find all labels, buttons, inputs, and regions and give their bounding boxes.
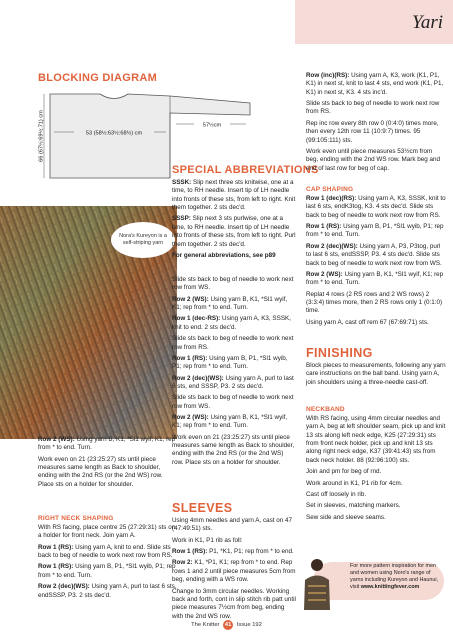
para-text: Using yarn A, K3, SSSK, knit to last 6 sts, endK3tog, K3. 4 sts dec'd. Slide sts back to beg of needle to work next row from RS.: [306, 195, 446, 219]
para-text: Slip next 3 sts purlwise, one at a time, to RH needle. Insert tip of LH needle into fronts of these sts, from left to right. Purl them together. 2 sts dec'd.: [172, 215, 296, 248]
neckband-heading: NECKBAND: [306, 406, 345, 413]
para-text: Rep inc row every 8th row 0 (0:4:0) times more, then every 12th row 11 (10:9:7) times. 95 (99:105:111) sts.: [306, 119, 439, 144]
para-label: Row 1 (RS):: [38, 543, 74, 551]
col2-para: [172, 434, 296, 467]
col2-para: [172, 375, 296, 392]
para-label: Row 2 (WS):: [172, 295, 209, 303]
col3-para: [306, 72, 446, 97]
para-label: Row 2 (WS):: [306, 270, 343, 278]
cap-para: [306, 319, 446, 327]
sleeves-para: [172, 559, 296, 584]
sleeves-heading: SLEEVES: [172, 501, 233, 515]
cap-para: [306, 195, 446, 220]
special-abbreviations-text: [172, 179, 296, 263]
para-text: Work even on 21 (23:25:27) sts until piece measures same length as Back to shoulder, ending with the 2nd RS (or the 2nd WS) row. Place sts on a holder for shoulder.: [38, 455, 163, 488]
para-label: Row 2 (dec)(WS):: [38, 583, 90, 591]
col2-para: [172, 296, 296, 313]
para-text: Slide sts back to beg of needle to work next row from RS.: [306, 100, 440, 116]
neckband-para: [306, 491, 446, 499]
page-title: Yari: [412, 12, 443, 33]
para-text: Using 4mm needles and yarn A, cast on 47 (47:49:51) sts.: [172, 517, 293, 533]
footer-magazine: The Knitter: [191, 622, 220, 628]
cap-shaping-text: [306, 195, 446, 330]
para-text: Using yarn B, P1, *Sl1 wyib, P1; rep from * to end. Turn.: [38, 563, 176, 579]
para-label: Row 1 (dec)(RS):: [306, 195, 357, 202]
para-label: For general abbreviations, see p89: [172, 251, 276, 259]
para-text: P1, *K1, P1; rep from * to end.: [207, 548, 294, 556]
sleeves-para: [172, 517, 296, 534]
right-neck-para: [38, 583, 177, 600]
para-label: Row 1 (RS):: [172, 354, 208, 362]
para-text: Slide sts back to beg of needle to work next row from WS.: [172, 276, 294, 292]
neckband-para: [306, 502, 446, 510]
para-text: Using yarn A, knit to end. Slide sts back to beg of needle to work next row from RS.: [38, 543, 173, 560]
para-label: Row 2 (WS):: [172, 414, 209, 422]
para-text: Using yarn B, P1, *Sl1 wyib, P1; rep from * to end. Turn.: [172, 354, 288, 371]
right-neck-para: [38, 563, 177, 580]
finishing-para: [306, 362, 446, 387]
model-figure-icon: [300, 556, 334, 610]
para-label: Row 1 (RS):: [306, 223, 342, 231]
neckband-para: [306, 480, 446, 488]
para-text: Change to 3mm circular needles. Working back and forth, cont in slip stitch rib patt until piece measures 7½cm from beg, ending with the 2nd WS row.: [172, 587, 296, 620]
finishing-heading: FINISHING: [306, 346, 373, 360]
cap-para: [306, 291, 446, 316]
col1-text: [38, 436, 177, 492]
para-text: Using yarn A, P3, P3tog, purl to last 6 sts, endSSSP, P3. 4 sts dec'd. Slide sts back to beg of needle to work next row from WS.: [306, 242, 442, 267]
promo-text: [350, 563, 444, 591]
sleeves-text: [172, 517, 296, 624]
para-text: With RS facing, place centre 25 (27:29:31) sts on a holder for front neck. Join yarn A.: [38, 524, 176, 540]
sleeves-para: [172, 537, 296, 545]
cap-para: [306, 243, 446, 268]
page-footer: [0, 620, 453, 630]
para-text: Cast off loosely in rib.: [306, 490, 367, 498]
para-text: K1, *P1, K1; rep from * to end. Rep rows 1 and 2 until piece measures 5cm from beg, ending with a WS row.: [172, 559, 296, 584]
cap-para: [306, 223, 446, 240]
para-text: Set in sleeves, matching markers.: [306, 502, 401, 510]
length-label: 66 (67½:69½:71) cm: [38, 110, 45, 162]
para-text: Using yarn A, cast off rem 67 (67:69:71) sts.: [306, 318, 429, 326]
para-label: SSSK:: [172, 179, 192, 186]
photo-caption: Nora's Kureyon is a self-striping yarn: [111, 222, 175, 258]
para-text: Using yarn B, K1, *Sl1 wyif, K1; rep from * to end. Turn.: [172, 295, 288, 312]
para-text: Slip next three sts knitwise, one at a time, to RH needle. Insert tip of LH needle into fronts of these sts, from left to right. Knit them together. 2 sts dec'd.: [172, 179, 296, 212]
abbrev-para: [172, 215, 296, 248]
finishing-text: [306, 362, 446, 390]
para-label: Row 1 (RS):: [172, 548, 208, 556]
para-text: Block pieces to measurements, following any yarn care instructions on the ball band. Using yarn A, join shoulders using a three-needle cast-off.: [306, 362, 446, 386]
para-text: Work in K1, P1 rib as foll:: [172, 536, 243, 544]
col2-para: [172, 315, 296, 332]
promo-copy: For more pattern inspiration for men and women using Noro's range of yarns including Kureyon and Haunui, visit: [350, 563, 439, 591]
para-label: Row 1 (RS):: [38, 563, 74, 571]
para-text: Replat 4 rows (2 RS rows and 2 WS rows) 2 (3:3:4) times more, then 2 RS rows only 1 (0:1:0) time.: [306, 290, 443, 315]
right-neck-para: [38, 544, 177, 561]
col3-para: [306, 100, 446, 117]
col2-text: [172, 276, 296, 470]
blocking-diagram-heading: BLOCKING DIAGRAM: [38, 72, 158, 84]
para-text: Using yarn A, purl to last 6 sts, endSSSP, P3. 2 sts dec'd.: [38, 583, 177, 599]
para-text: Work even on 21 (23:25:27) sts until piece measures same length as Back to shoulder, ending with the 2nd RS (or the 2nd WS) row. Place sts on a holder for shoulder.: [172, 433, 295, 466]
para-text: Slide sts back to beg of needle to work next row from RS.: [172, 335, 294, 351]
para-text: Work around in K1, P1 rib for 4cm.: [306, 479, 403, 487]
para-text: Sew side and sleeve seams.: [306, 513, 386, 521]
para-label: SSSP:: [172, 215, 191, 223]
sleeves-para: [172, 548, 296, 556]
para-text: Using yarn A, purl to last 6 sts, end SSSP, P3. 2 sts dec'd.: [172, 374, 294, 390]
para-text: Slide sts back to beg of needle to work next row from WS.: [172, 394, 294, 410]
para-text: Using yarn A, K3, work (K1, P1, K1) in next st, knit to last 4 sts, end work (K1, P1, K1) in next st, K3. 4 sts inc'd.: [306, 72, 444, 96]
col2-para: [172, 414, 296, 431]
para-text: Using yarn B, P1, *Sl1 wyib, P1; rep from * to end. Turn.: [306, 223, 444, 239]
neckband-text: [306, 415, 446, 525]
para-text: Using yarn B, K1, *Sl1 wyif, K1; rep from * to end. Turn.: [172, 414, 288, 430]
para-text: Using yarn B, K1, *Sl1 wyif, K1; rep from * to end. Turn.: [306, 270, 444, 287]
para-label: Row 2 (dec)(WS):: [172, 374, 224, 382]
para-label: Row 2 (WS):: [38, 436, 75, 443]
para-label: Row (inc)(RS):: [306, 72, 350, 79]
sleeve-label: 57½cm: [202, 122, 222, 129]
col2-para: [172, 355, 296, 372]
col1-para: [38, 456, 177, 489]
page-number: 41: [224, 622, 232, 628]
para-text: Using yarn B, K1, *Sl1 wyif, K1; rep from * to end. Turn.: [38, 436, 176, 452]
col2-para: [172, 335, 296, 352]
col1-para: [38, 436, 177, 453]
para-label: Row 1 (dec-RS):: [172, 315, 221, 323]
para-label: Row 2 (dec)(WS):: [306, 242, 358, 250]
promo-link[interactable]: www.knittingfever.com: [360, 584, 420, 591]
cap-shaping-heading: CAP SHAPING: [306, 186, 354, 193]
abbrev-para: [172, 179, 296, 212]
special-abbreviations-heading: SPECIAL ABBREVIATIONS: [172, 164, 319, 176]
cap-para: [306, 271, 446, 288]
para-text: With RS facing, using 4mm circular needles and yarn A, beg at left shoulder seam, pick up and knit 13 sts along left neck edge, K25 (27:29:31) sts from front neck holder, pick up and knit 13 sts along right neck edge, K37 (39:41:43) sts from back neck holder. 88 (92:96:100) sts.: [306, 415, 446, 464]
right-neck-text: [38, 524, 177, 603]
col3-para: [306, 148, 446, 173]
footer-issue: Issue 192: [236, 622, 262, 628]
para-label: Row 2:: [172, 559, 193, 567]
right-neck-heading: RIGHT NECK SHAPING: [38, 515, 114, 522]
abbrev-para: [172, 252, 296, 260]
right-neck-para: [38, 524, 177, 541]
neckband-para: [306, 514, 446, 522]
col2-para: [172, 276, 296, 293]
col3-text: [306, 72, 446, 176]
para-text: Using yarn A, K3, SSSK, knit to end. 2 sts dec'd.: [172, 315, 291, 331]
col3-para: [306, 120, 446, 145]
width-label: 53 (58½:63½:68½) cm: [85, 130, 143, 137]
col2-para: [172, 394, 296, 411]
neckband-para: [306, 468, 446, 476]
neckband-para: [306, 415, 446, 465]
sleeves-para: [172, 588, 296, 621]
para-text: Work even until piece measures 53½cm from beg, ending with the 2nd WS row. Mark beg and end of last row for beg of cap.: [306, 147, 441, 172]
para-text: Join and pm for beg of rnd.: [306, 468, 382, 476]
